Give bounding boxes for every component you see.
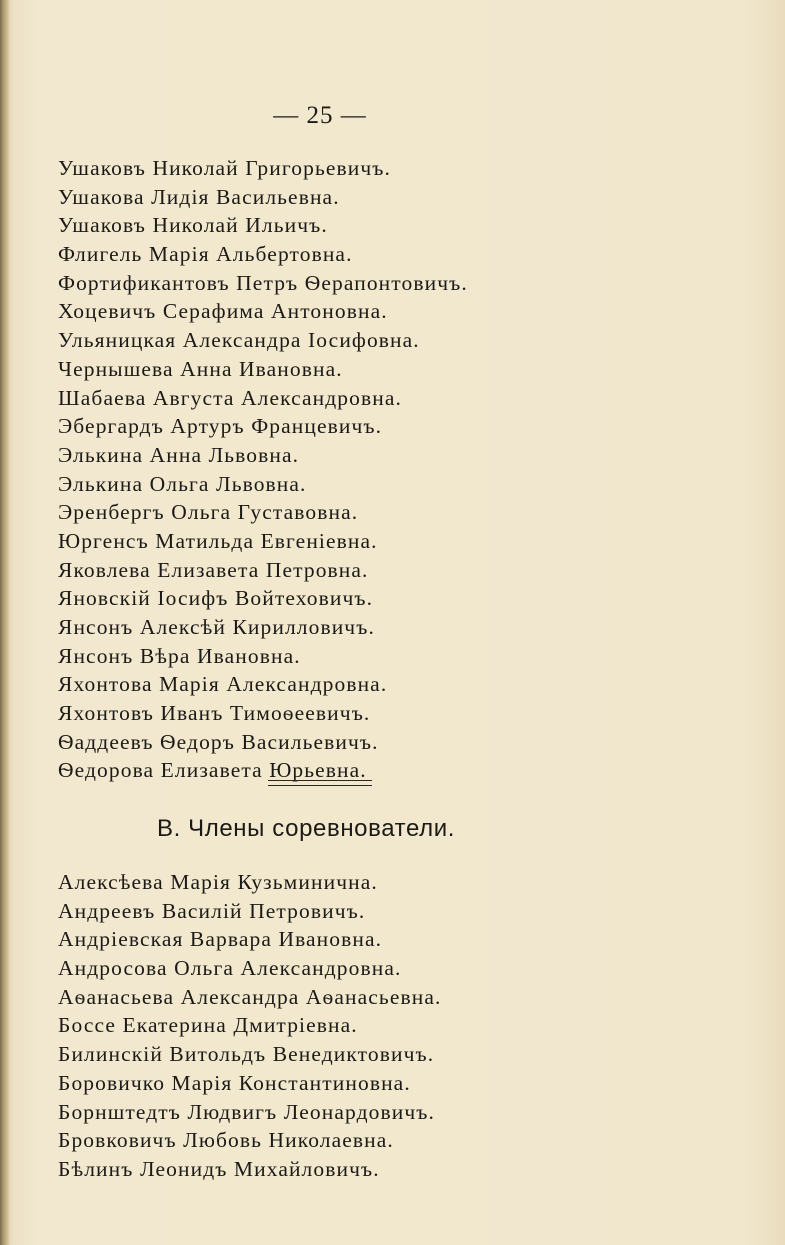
list-item: Яковлева Елизавета Петровна. xyxy=(58,557,369,582)
section-divider xyxy=(268,780,372,786)
list-item: Элькина Ольга Львовна. xyxy=(58,471,307,496)
list-item: Ульяницкая Александра Іосифовна. xyxy=(58,328,420,353)
list-item: Флигель Марія Альбертовна. xyxy=(58,242,353,267)
list-item: Яхонтова Марія Александровна. xyxy=(58,672,388,697)
list-item: Яновскій Іосифъ Войтеховичъ. xyxy=(58,586,374,611)
list-item: Ѳаддеевъ Ѳедоръ Васильевичъ. xyxy=(58,729,379,754)
list-item: Бѣлинъ Леонидъ Михайловичъ. xyxy=(58,1156,380,1181)
list-item: Эбергардъ Артуръ Францевичъ. xyxy=(58,414,383,439)
section-heading: В. Члены соревнователи. xyxy=(157,815,455,842)
list-item: Ѳедорова Елизавета Юрьевна. xyxy=(58,758,367,783)
list-item: Боссе Екатерина Дмитріевна. xyxy=(58,1013,358,1038)
page-number: — 25 — xyxy=(273,102,367,129)
list-item: Андріевская Варвара Ивановна. xyxy=(58,927,383,952)
list-item: Юргенсъ Матильда Евгеніевна. xyxy=(58,528,378,553)
list-item: Алексѣева Марія Кузьминична. xyxy=(58,870,378,894)
list-item: Хоцевичъ Серафима Антоновна. xyxy=(58,299,388,324)
list-item: Ушаковъ Николай Григорьевичъ. xyxy=(58,156,391,180)
list-item: Ушакова Лидія Васильевна. xyxy=(58,184,340,209)
list-item: Шабаева Августа Александровна. xyxy=(58,385,402,410)
list-item: Борнштедтъ Людвигъ Леонардовичъ. xyxy=(58,1099,435,1124)
list-item: Яхонтовъ Иванъ Тимоѳеевичъ. xyxy=(58,701,371,726)
list-item: Боровичко Марія Константиновна. xyxy=(58,1070,411,1095)
list-item: Аѳанасьева Александра Аѳанасьевна. xyxy=(58,984,442,1009)
list-item: Фортификантовъ Петръ Ѳерапонтовичъ. xyxy=(58,270,468,295)
list-item: Андросова Ольга Александровна. xyxy=(58,956,402,981)
list-item: Янсонъ Алексѣй Кирилловичъ. xyxy=(58,615,375,639)
list-item: Бровковичъ Любовь Николаевна. xyxy=(58,1128,394,1153)
book-binding-edge xyxy=(0,0,10,1245)
list-item: Элькина Анна Львовна. xyxy=(58,442,300,467)
competitor-member-list xyxy=(58,868,441,1184)
list-item: Ушаковъ Николай Ильичъ. xyxy=(58,213,328,238)
list-item: Андреевъ Василій Петровичъ. xyxy=(58,898,366,923)
list-item: Янсонъ Вѣра Ивановна. xyxy=(58,643,301,668)
member-list xyxy=(58,154,468,785)
list-item: Эренбергъ Ольга Густавовна. xyxy=(58,500,359,525)
list-item: Билинскій Витольдъ Венедиктовичъ. xyxy=(58,1042,435,1067)
list-item: Чернышева Анна Ивановна. xyxy=(58,356,343,381)
